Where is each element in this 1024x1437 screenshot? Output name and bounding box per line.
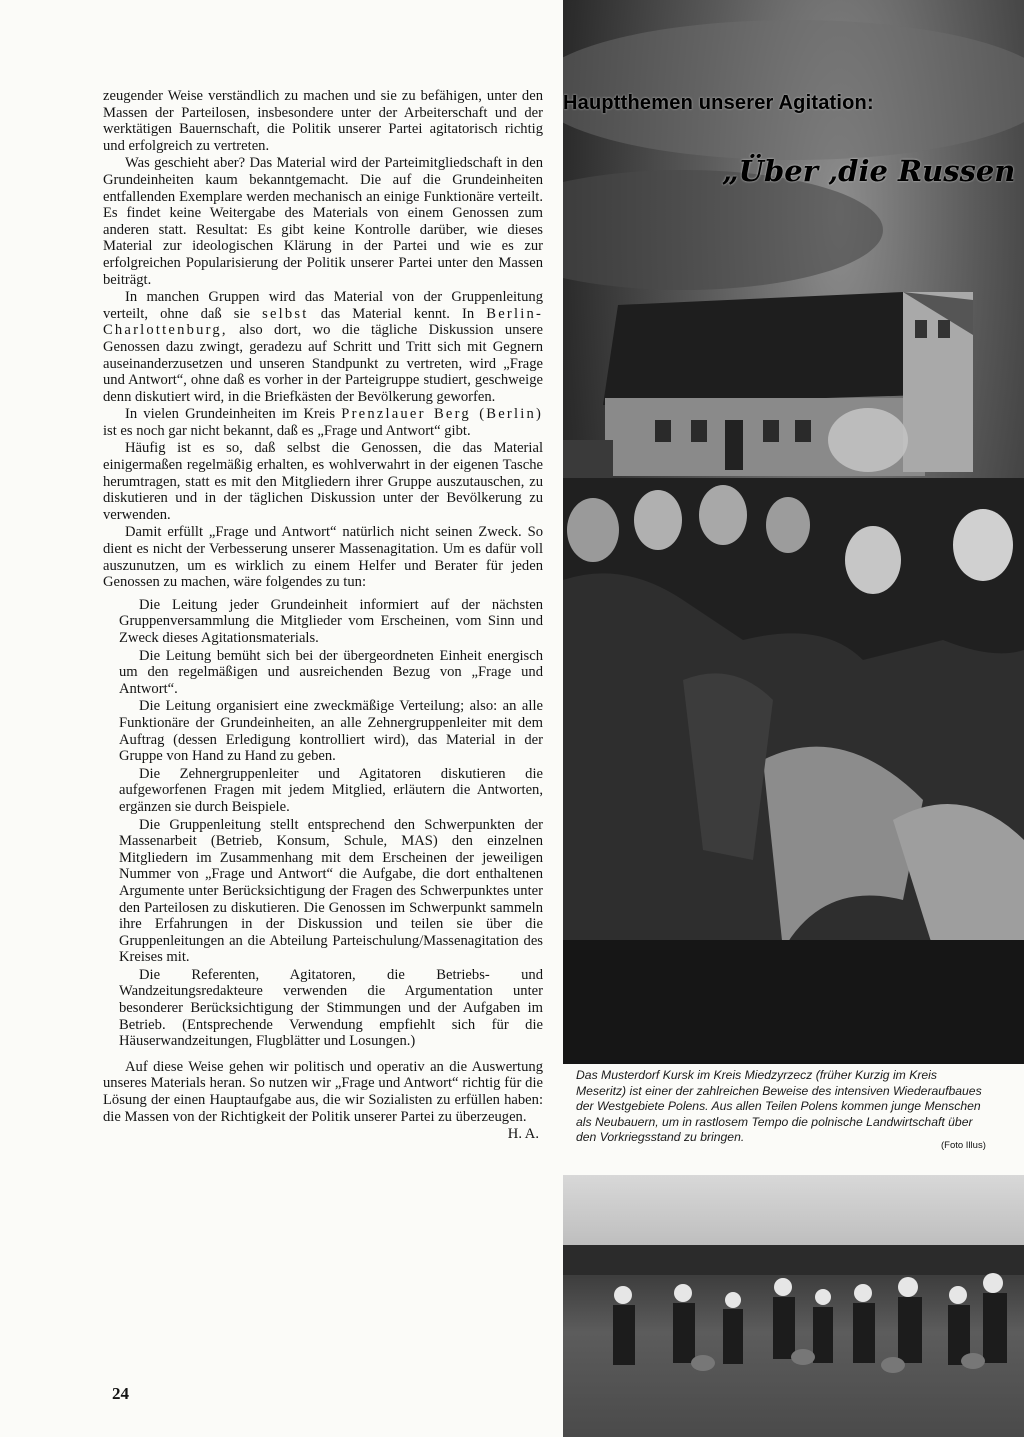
paragraph: Damit erfüllt „Frage und Antwort“ natürlich nicht seinen Zweck. So dient es nicht der Verbesserung unserer Massenagitation. Um es dafür voll auszunutzen, um es wirklich zu einem Helfer und Berater für jeden Genossen zu machen, wäre folgendes zu tun:: [103, 524, 543, 591]
paragraph: Häufig ist es so, daß selbst die Genossen, die das Material einigermaßen regelmäßig erhalten, es wohlverwahrt in der eigenen Tasche herumtragen, statt es mit den Mitgliedern ihrer Gruppe auszutauschen, zu diskutieren und in der täglichen Diskussion unter der Bevölkerung zu verwenden.: [103, 440, 543, 523]
subheadline: „Über ‚die Russen: [722, 154, 1016, 188]
signature: H. A.: [507, 1126, 539, 1143]
emphasis: Prenzlauer Berg (Berlin): [341, 406, 544, 423]
photo-credit: (Foto Illus): [941, 1140, 986, 1151]
list-item: Die Zehnergruppenleiter und Agitatoren diskutieren die aufgeworfenen Fragen mit jedem Mitglied, erläutern die Antworten, ergänzen sie durch Beispiele.: [119, 765, 543, 815]
emphasis: selbst: [262, 305, 309, 322]
text-run: also dort, wo die tägliche Diskussion unsere Genossen dazu zwingt, geradezu auf Schritt und Tritt sich mit Gegnern auseinanderzusetzen und unseren Standpunkt zu vertreten, wird „Frage und Antwort“, ohne daß es vorher in der Parteigruppe studiert, geschweige denn diskutiert wird, in die Briefkästen der Bevölkerung geworfen.: [103, 322, 544, 405]
text-run: ist es noch gar nicht bekannt, daß es „Frage und Antwort“ gibt.: [103, 422, 471, 439]
emphasis: Berlin-Charlottenburg,: [103, 305, 544, 339]
field-workers-photo: [563, 1175, 1024, 1437]
list-item: Die Leitung jeder Grundeinheit informiert auf der nächsten Gruppenversammlung die Mitglieder vom Erscheinen, vom Sinn und Zweck dieses Agitationsmaterials.: [119, 596, 543, 646]
list-item: Die Leitung bemüht sich bei der übergeordneten Einheit energisch um den regelmäßigen und ausreichenden Bezug von „Frage und Antwort“.: [119, 647, 543, 697]
list-item: Die Leitung organisiert eine zweckmäßige Verteilung; also: an alle Funktionäre der Grundeinheiten, an alle Zehnergruppenleiter mit dem Auftrag (dessen Erledigung kontrolliert wird), das Material in der Gruppe von Hand zu Hand zu geben.: [119, 698, 543, 765]
paragraph: Auf diese Weise gehen wir politisch und operativ an die Auswertung unseres Materials heran. So nutzen wir „Frage und Antwort“ richtig für die Lösung der einen Hauptaufgabe aus, die wir Sozialisten zu erfüllen haben: die Massen von der Richtigkeit der Politik unserer Partei zu überzeugen.: [103, 1058, 543, 1125]
article-column: [103, 88, 543, 1143]
paragraph: zeugender Weise verständlich zu machen und sie zu befähigen, unter den Massen der Parteilosen, insbesondere unter der Arbeiterschaft und der werktätigen Bauernschaft, die Politik unserer Partei agitatorisch richtig und erfolgreich zu vertreten.: [103, 88, 543, 154]
text-run: In vielen Grundeinheiten im Kreis: [125, 406, 336, 423]
text-run: In manchen Gruppen wird das Material von der Gruppenleitung verteilt, ohne daß sie: [103, 289, 543, 322]
paragraph: [103, 289, 543, 405]
field-workers-drawing: [563, 1175, 1024, 1437]
list-item: Die Referenten, Agitatoren, die Betriebs- und Wandzeitungsredakteure verwenden die Argumentation unter besonderer Berücksichtigung der Stimmungen und der Aufgaben im Betrieb. (Entsprechende Verwendung empfiehlt sich für die Häuserwandzeitungen, Flugblätter und Losungen.): [119, 966, 543, 1050]
list-item: Die Gruppenleitung stellt entsprechend den Schwerpunkten der Massenarbeit (Betrieb, Konsum, Schule, MAS) den einzelnen Mitgliedern im Zusammenhang mit dem Erscheinen der jeweiligen Nummer von „Frage und Antwort“ die Aufgabe, die dort enthaltenen Argumente unter Berücksichtigung der Fragen des Schwerpunktes unter den Parteilosen zu diskutieren. Die Genossen im Schwerpunkt sammeln ihre Erfahrungen in der Diskussion und teilen sie über die Gruppenleitungen an die Abteilung Parteischulung/Massenagitation des Kreises mit.: [119, 816, 543, 966]
paragraph: Was geschieht aber? Das Material wird der Parteimitgliedschaft in den Grundeinheiten kaum bekanntgemacht. Die auf die Grundeinheiten entfallenden Exemplare werden mechanisch an einige Funktionäre verteilt. Es findet keine Weitergabe des Materials von einem Genossen zum anderen statt. Resultat: Es gibt keine Kontrolle darüber, wie dieses Material zur ideologischen Klärung in der Partei und wie es zur erfolgreichen Popularisierung der Politik unserer Partei unter den Massen beiträgt.: [103, 155, 543, 288]
measures-list: [119, 597, 543, 1050]
photo-caption: Das Musterdorf Kursk im Kreis Miedzyrzecz (früher Kurzig im Kreis Meseritz) ist einer der zahlreichen Beweise des intensiven Wiederaufbaues der Westgebiete Polens. Aus allen Teilen Polens kommen junge Menschen als Neubauern, um in rastlosem Tempo die polnische Landwirtschaft über den Vorkriegsstand zu bringen.: [576, 1068, 982, 1145]
page-number: 24: [112, 1384, 129, 1403]
paragraph: [103, 406, 543, 439]
headline: Hauptthemen unserer Agitation:: [563, 92, 874, 114]
text-run: das Material kennt. In: [320, 305, 475, 322]
